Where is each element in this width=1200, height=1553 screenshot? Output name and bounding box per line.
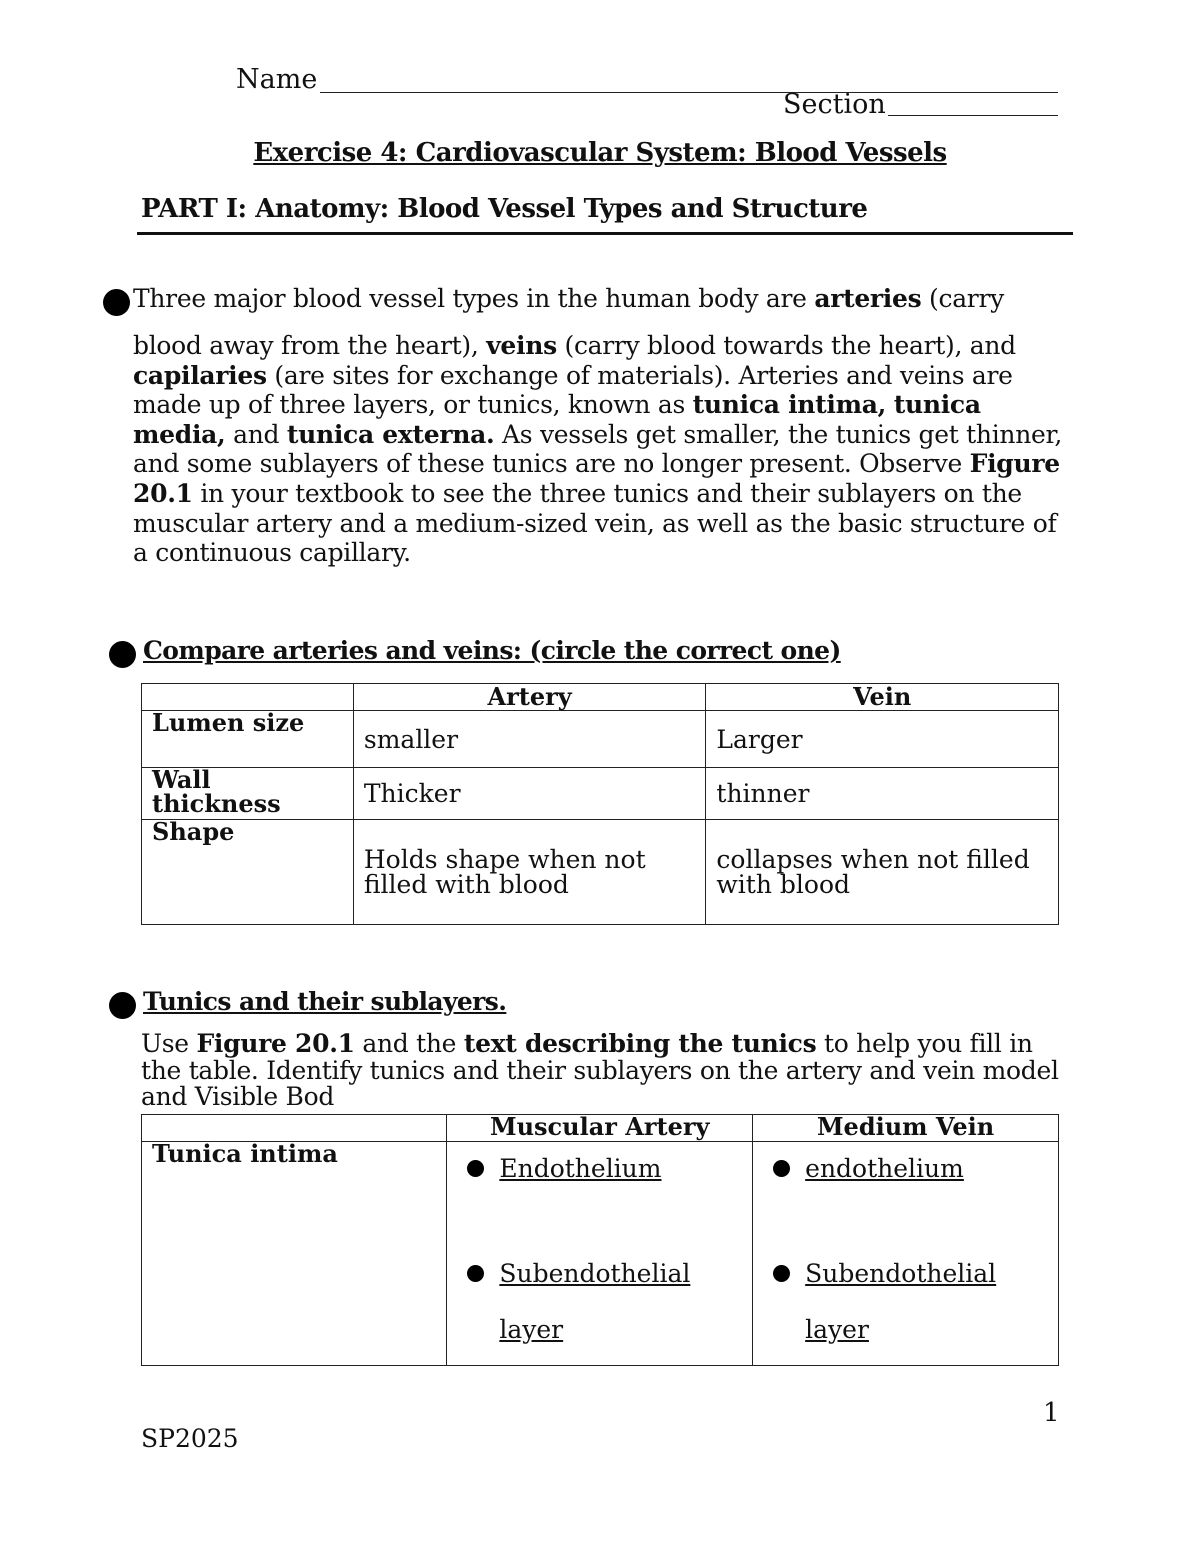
bullet-dot-icon [109, 641, 136, 668]
row-label: Wall thickness [142, 768, 354, 820]
table-header-vein: Vein [706, 684, 1059, 711]
table-header-artery: Artery [353, 684, 706, 711]
tunics-table [141, 1114, 1059, 1366]
tunics-heading: Tunics and their sublayers. [143, 987, 507, 1016]
table-header-muscular-artery: Muscular Artery [447, 1115, 753, 1142]
row-label: Lumen size [142, 711, 354, 768]
vein-cell[interactable]: Larger [706, 711, 1059, 768]
intro-first-line: Three major blood vessel types in the human body are arteries (carry [133, 284, 1004, 313]
vein-cell[interactable]: thinner [706, 768, 1059, 820]
name-blank-line[interactable] [320, 92, 1058, 93]
part-title: PART I: Anatomy: Blood Vessel Types and Structure [141, 194, 868, 224]
list-item: Endothelium [457, 1150, 742, 1188]
compare-heading: Compare arteries and veins: (circle the correct one) [143, 636, 841, 665]
table-row [142, 768, 1059, 820]
table-header-medium-vein: Medium Vein [753, 1115, 1059, 1142]
vein-cell[interactable]: collapses when not filled with blood [706, 820, 1059, 925]
list-item: endothelium [763, 1150, 1048, 1188]
artery-cell[interactable]: Thicker [353, 768, 706, 820]
section-blank-line[interactable] [888, 115, 1058, 116]
artery-cell[interactable]: smaller [353, 711, 706, 768]
name-label: Name [236, 64, 318, 95]
table-header-empty [142, 1115, 447, 1142]
page-number: 1 [1043, 1398, 1060, 1428]
bullet-dot-icon [773, 1160, 790, 1177]
list-item: Subendothelial layer [457, 1246, 742, 1358]
intro-paragraph: blood away from the heart), veins (carry blood towards the heart), and capilaries (are sites for exchange of materials). Arteries and veins are made up of three layers, or tunics, known as tunica intima, tunica media, and tunica externa. As vessels get smaller, the tunics get thinner, and some sublayers of these tunics are no longer present. Observe Figure 20.1 in your textbook to see the three tunics and their sublayers on the muscular artery and a medium-sized vein, as well as the basic structure of a continuous capillary. [133, 331, 1063, 568]
bullet-dot-icon [109, 992, 136, 1019]
compare-table [141, 683, 1059, 925]
table-row [142, 820, 1059, 925]
exercise-title: Exercise 4: Cardiovascular System: Blood Vessels [253, 138, 947, 168]
tunics-instructions: Use Figure 20.1 and the text describing the tunics to help you fill in the table. Identify tunics and their sublayers on the artery and vein model and Visible Bod [141, 1029, 1059, 1111]
vein-sublayers-cell[interactable] [753, 1142, 1059, 1366]
table-row [142, 711, 1059, 768]
bullet-dot-icon [103, 289, 130, 316]
row-label: Tunica intima [142, 1142, 447, 1366]
bullet-dot-icon [467, 1160, 484, 1177]
bullet-dot-icon [467, 1265, 484, 1282]
bullet-dot-icon [773, 1265, 790, 1282]
artery-cell[interactable]: Holds shape when not filled with blood [353, 820, 706, 925]
artery-sublayers-cell[interactable] [447, 1142, 753, 1366]
table-header-empty [142, 684, 354, 711]
term-label: SP2025 [141, 1424, 239, 1453]
part-title-rule [137, 232, 1073, 235]
table-row [142, 1142, 1059, 1366]
list-item: Subendothelial layer [763, 1246, 1048, 1358]
section-label: Section [783, 89, 886, 120]
row-label: Shape [142, 820, 354, 925]
